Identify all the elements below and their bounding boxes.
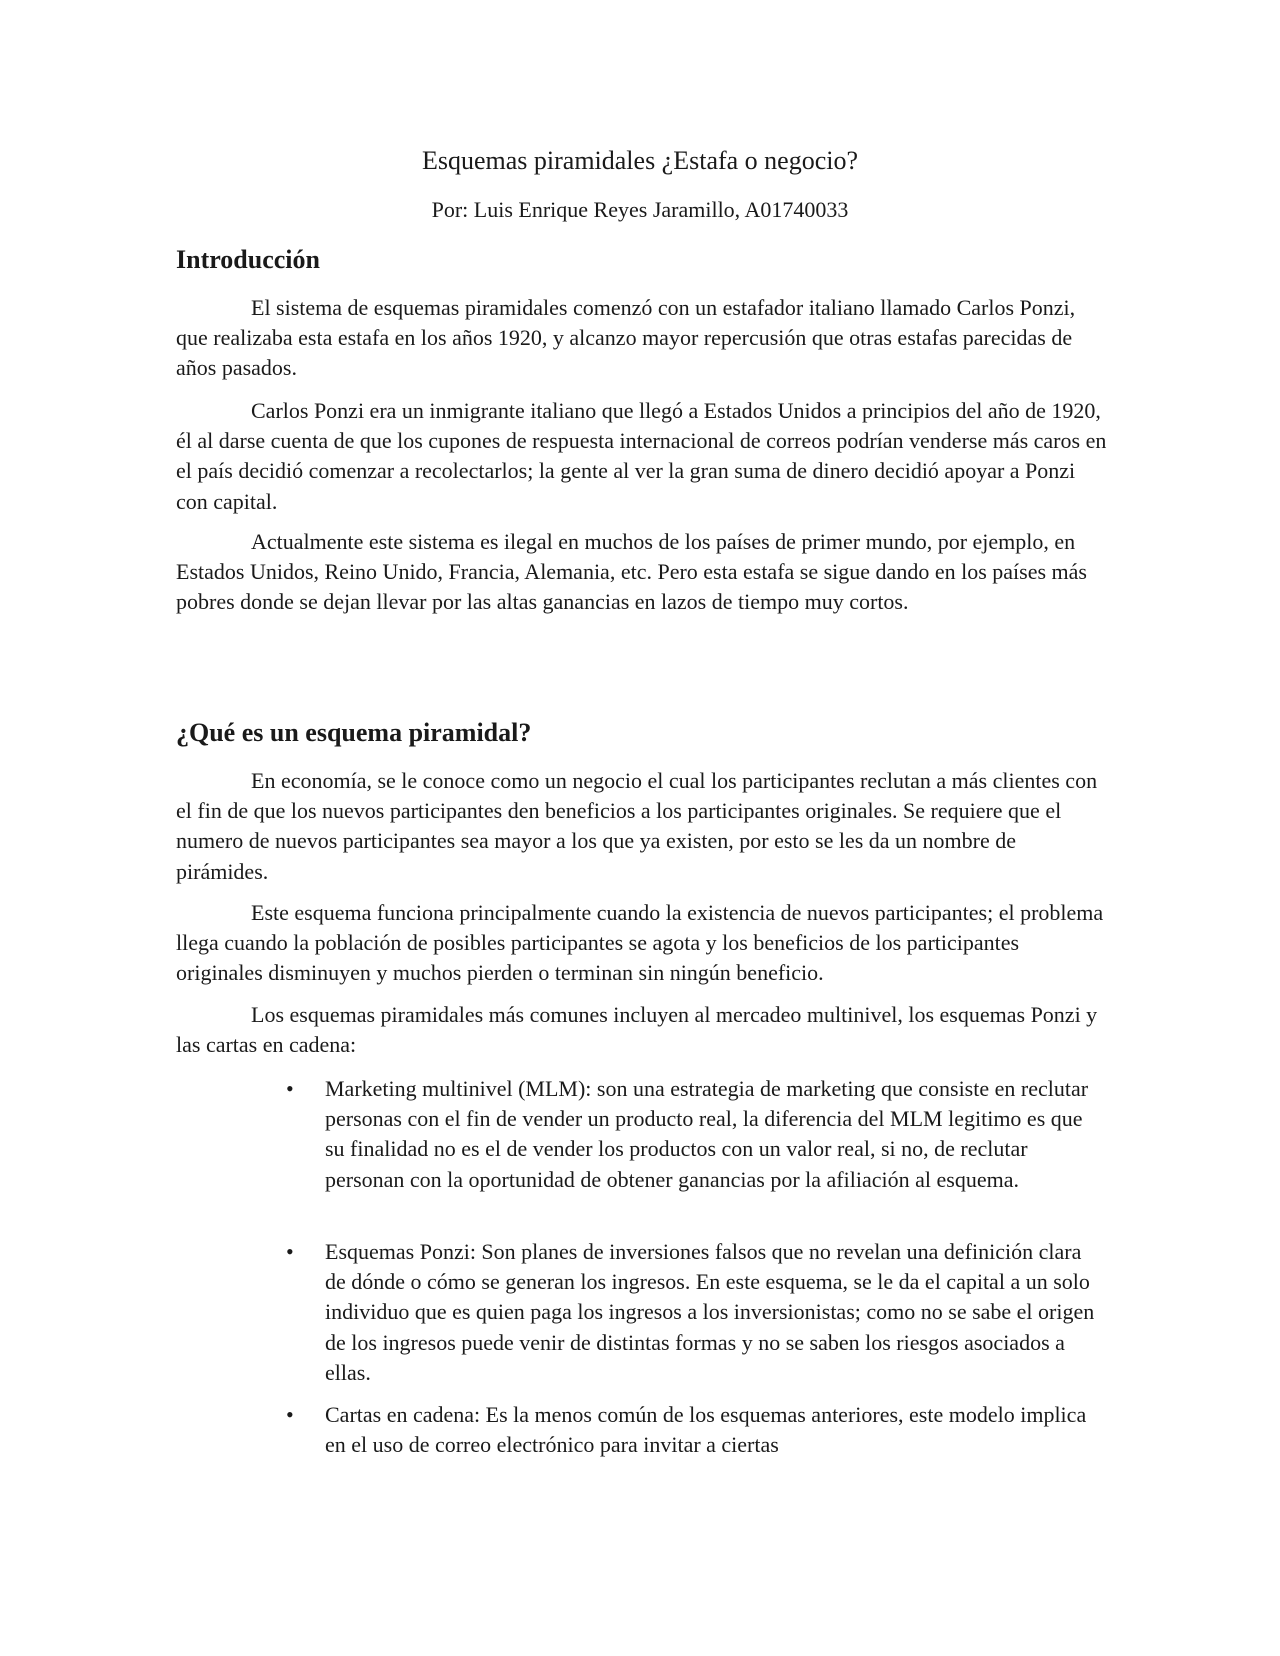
paragraph: El sistema de esquemas piramidales comenzó con un estafador italiano llamado Carlos Ponzi, que realizaba esta estafa en los años 1920, y alcanzo mayor repercusión que otras estafas parecidas de años pasados.	[176, 295, 1076, 381]
paragraph: Carlos Ponzi era un inmigrante italiano que llegó a Estados Unidos a principios del año de 1920, él al darse cuenta de que los cupones de respuesta internacional de correos podrían venderse más caros en el país decidió comenzar a recolectarlos; la gente al ver la gran suma de dinero decidió apoyar a Ponzi con capital.	[176, 398, 1107, 514]
list-item-text: Cartas en cadena: Es la menos común de los esquemas anteriores, este modelo implica en el uso de correo electrónico para invitar a ciertas	[325, 1402, 1087, 1458]
section-heading-introduccion: Introducción	[176, 245, 320, 274]
paragraph: Este esquema funciona principalmente cuando la existencia de nuevos participantes; el problema llega cuando la población de posibles participantes se agota y los beneficios de los participantes originales disminuyen y muchos pierden o terminan sin ningún beneficio.	[176, 900, 1104, 986]
paragraph: Actualmente este sistema es ilegal en muchos de los países de primer mundo, por ejemplo, en Estados Unidos, Reino Unido, Francia, Alemania, etc. Pero esta estafa se sigue dando en los países más pobres donde se dejan llevar por las altas ganancias en lazos de tiempo muy cortos.	[176, 529, 1087, 615]
paragraph: En economía, se le conoce como un negocio el cual los participantes reclutan a más clientes con el fin de que los nuevos participantes den beneficios a los participantes originales. Se requiere que el numero de nuevos participantes sea mayor a los que ya existen, por esto se les da un nombre de pirámides.	[176, 768, 1098, 884]
paragraph: Los esquemas piramidales más comunes incluyen al mercadeo multinivel, los esquemas Ponzi y las cartas en cadena:	[176, 1002, 1098, 1058]
bullet-icon: •	[286, 1239, 294, 1264]
section-heading-esquema-piramidal: ¿Qué es un esquema piramidal?	[176, 718, 532, 747]
bullet-icon: •	[286, 1076, 294, 1101]
list-item-text: Marketing multinivel (MLM): son una estrategia de marketing que consiste en reclutar personas con el fin de vender un producto real, la diferencia del MLM legitimo es que su finalidad no es el de vender los productos con un valor real, si no, de reclutar personan con la oportunidad de obtener ganancias por la afiliación al esquema.	[325, 1076, 1089, 1192]
document-author: Por: Luis Enrique Reyes Jaramillo, A01740033	[431, 197, 849, 222]
list-item-text: Esquemas Ponzi: Son planes de inversiones falsos que no revelan una definición clara de dónde o cómo se generan los ingresos. En este esquema, se le da el capital a un solo individuo que es quien paga los ingresos a los inversionistas; como no se sabe el origen de los ingresos puede venir de distintas formas y no se saben los riesgos asociados a ellas.	[325, 1239, 1095, 1385]
document-title: Esquemas piramidales ¿Estafa o negocio?	[421, 146, 859, 175]
bullet-icon: •	[286, 1402, 294, 1427]
